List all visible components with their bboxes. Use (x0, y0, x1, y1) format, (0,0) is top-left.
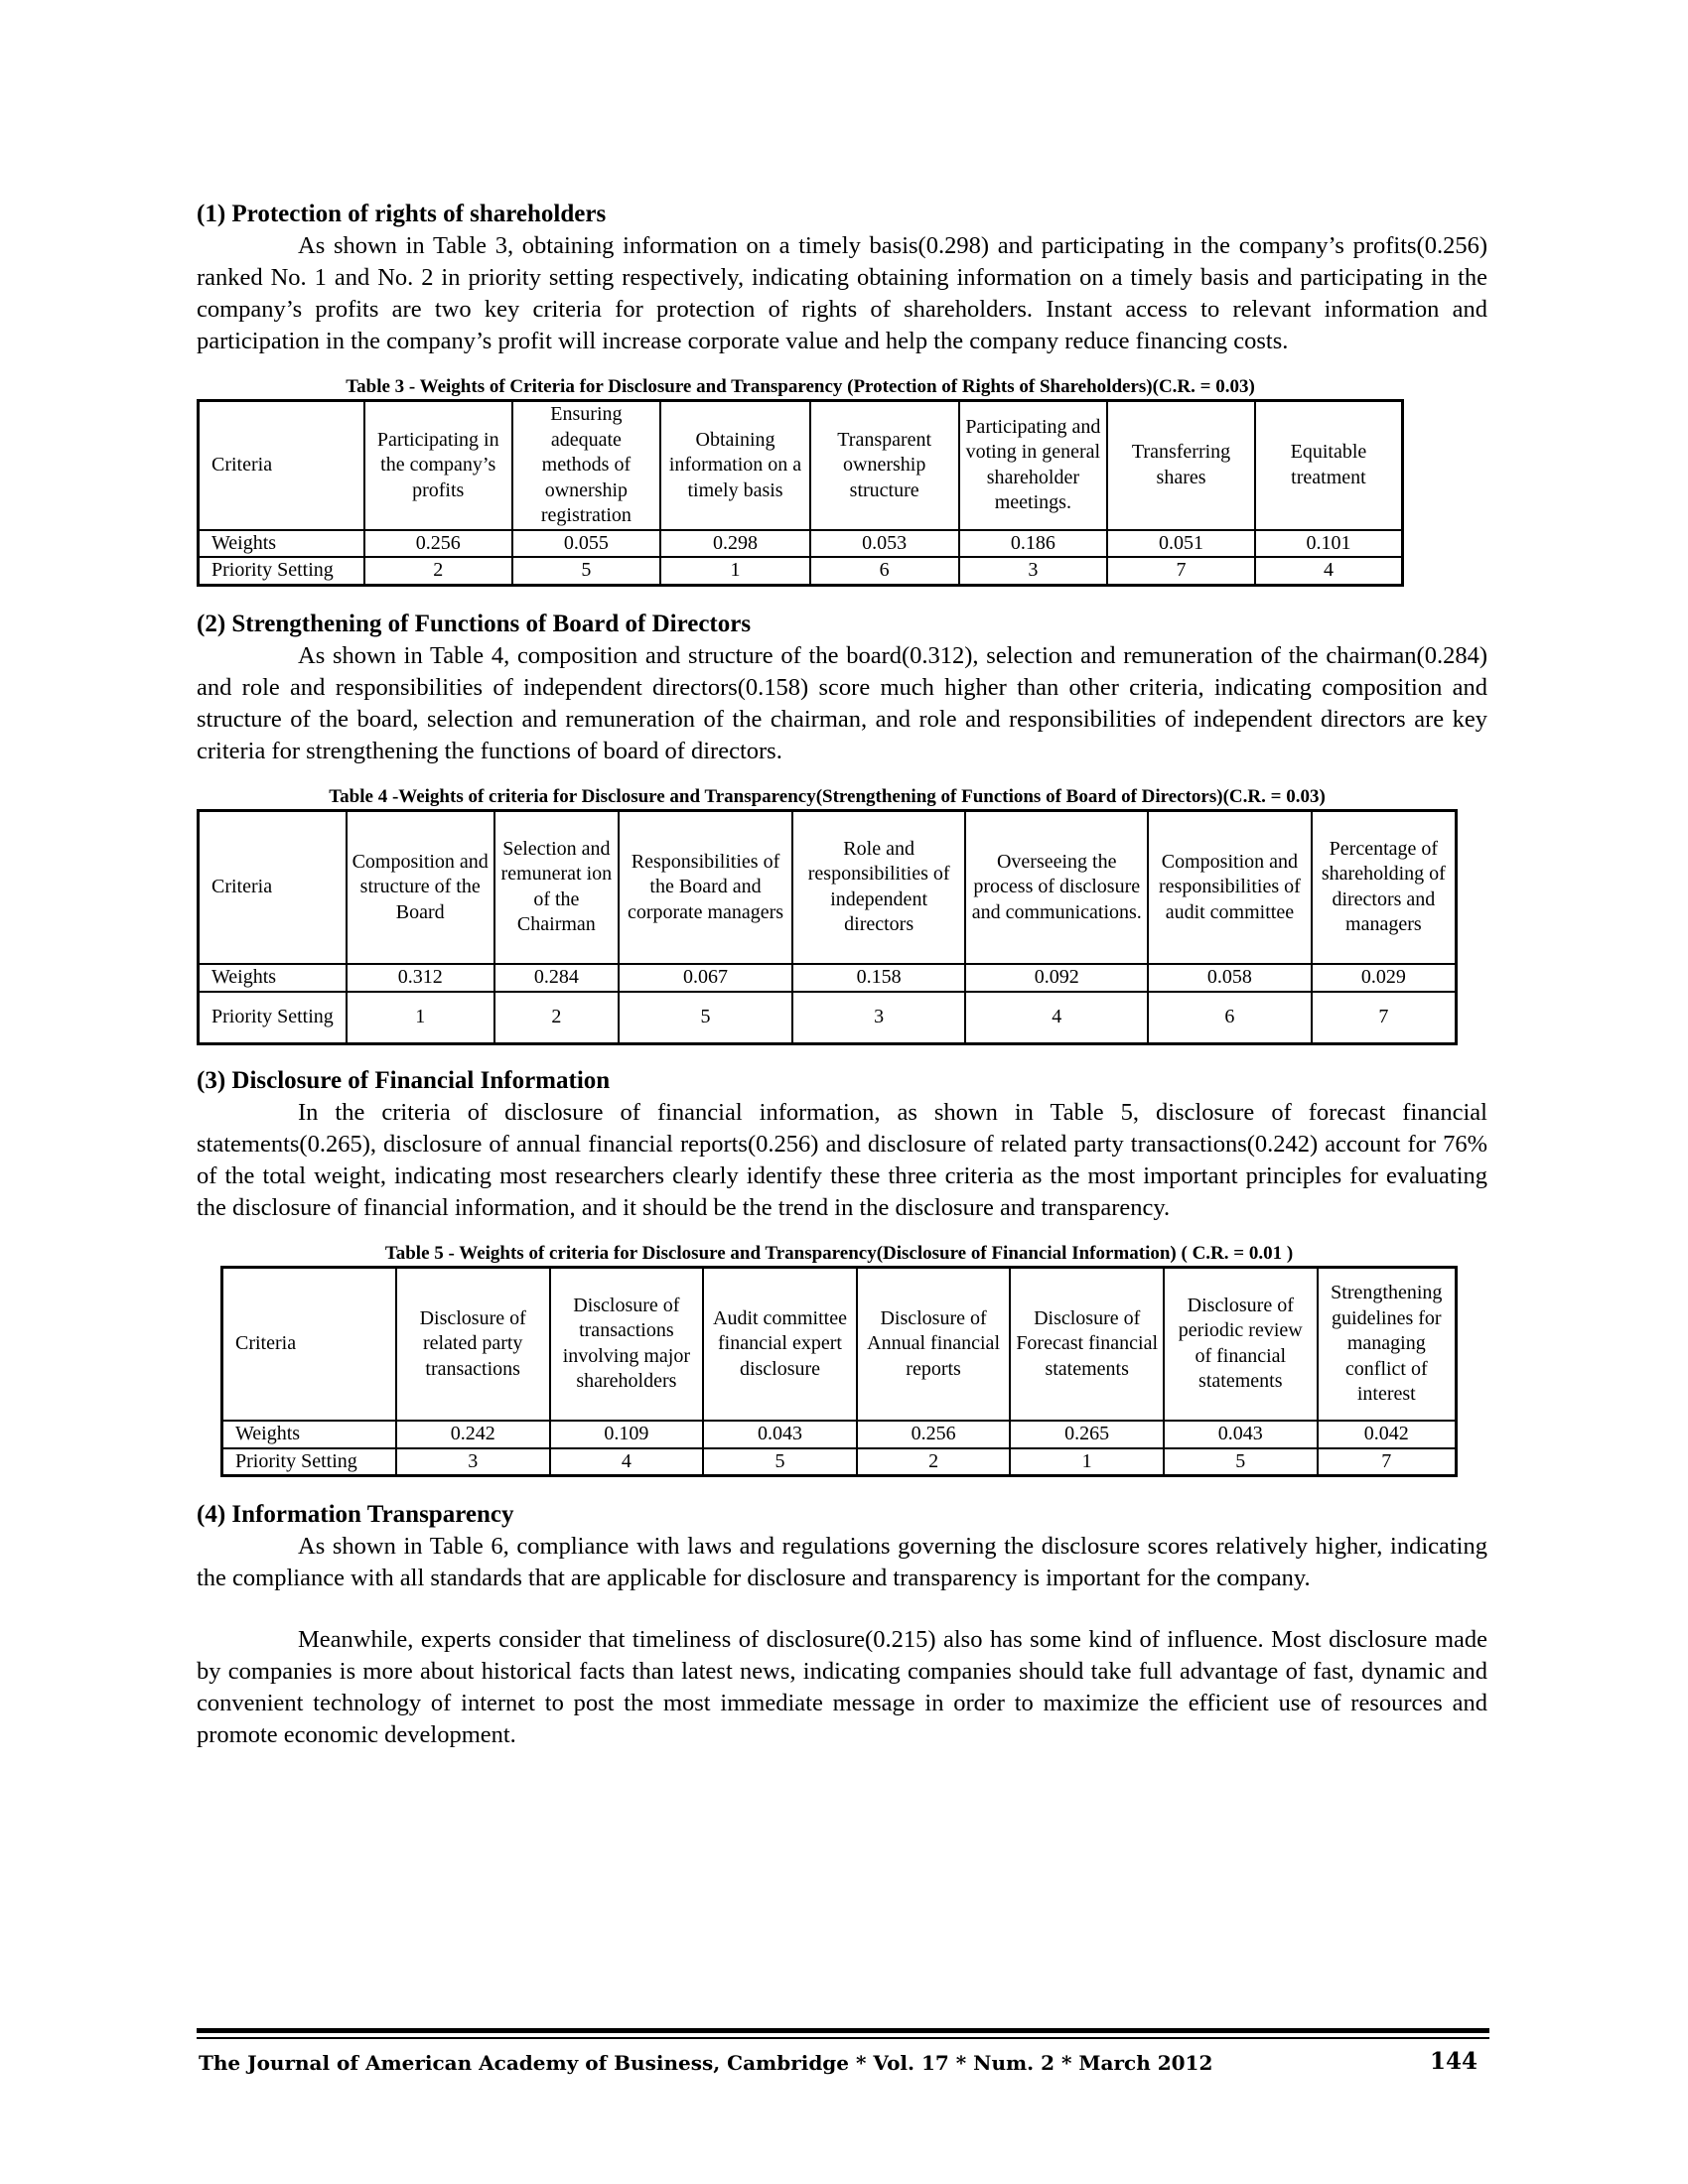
table-4-weights-label: Weights (199, 964, 347, 992)
table-3-weight-cell: 0.256 (364, 530, 512, 558)
table-5-weight-cell: 0.242 (396, 1421, 550, 1448)
table-4-weight-cell: 0.312 (347, 964, 494, 992)
table-5-weights-row (222, 1421, 1457, 1448)
table-3-priority-cell: 6 (810, 557, 959, 585)
table-4-criteria-label: Criteria (199, 810, 347, 964)
table-4-priority-cell: 4 (965, 992, 1148, 1043)
table-4 (197, 809, 1458, 1045)
table-4-priority-cell: 6 (1148, 992, 1312, 1043)
table-3-weights-label: Weights (199, 530, 364, 558)
table-5-block (220, 1242, 1458, 1478)
table-3-priority-cell: 1 (660, 557, 810, 585)
table-5-header-row (222, 1267, 1457, 1421)
table-3-priority-cell: 4 (1255, 557, 1403, 585)
section-3-title: (3) Disclosure of Financial Information (197, 1066, 611, 1094)
table-4-weight-cell: 0.029 (1312, 964, 1457, 992)
table-5-header-cell: Audit committee financial expert disclosure (703, 1267, 857, 1421)
table-4-weight-cell: 0.067 (619, 964, 792, 992)
table-3-header-cell: Transferring shares (1107, 401, 1255, 530)
table-4-weights-row (199, 964, 1457, 992)
table-4-header-cell: Responsibilities of the Board and corporate managers (619, 810, 792, 964)
table-5-weight-cell: 0.043 (703, 1421, 857, 1448)
section-1-title: (1) Protection of rights of shareholders (197, 201, 607, 227)
table-4-weight-cell: 0.058 (1148, 964, 1312, 992)
section-4-paragraph-2: Meanwhile, experts consider that timeliness of disclosure(0.215) also has some kind of influence. Most disclosure made by companies is more about historical facts than latest news, indicating companies should take full advantage of fast, dynamic and convenient technology of internet to post the most immediate message in order to maximize the efficient use of resources and promote economic development. (197, 1626, 1487, 1748)
table-5-criteria-label: Criteria (222, 1267, 396, 1421)
table-5-priority-cell: 4 (550, 1448, 704, 1476)
table-4-header-cell: Percentage of shareholding of directors and managers (1312, 810, 1457, 964)
footer-rule-thick (197, 2028, 1489, 2033)
table-4-priority-cell: 5 (619, 992, 792, 1043)
table-4-priority-cell: 1 (347, 992, 494, 1043)
table-5-weight-cell: 0.265 (1010, 1421, 1164, 1448)
page-number: 144 (1430, 2048, 1478, 2075)
table-3-weight-cell: 0.186 (959, 530, 1108, 558)
table-3-priority-cell: 3 (959, 557, 1108, 585)
table-3-block (197, 375, 1404, 587)
section-2-title: (2) Strengthening of Functions of Board of Directors (197, 610, 752, 637)
table-5-weight-cell: 0.042 (1318, 1421, 1457, 1448)
table-4-header-cell: Overseeing the process of disclosure and communications. (965, 810, 1148, 964)
section-2-paragraph: As shown in Table 4, composition and structure of the board(0.312), selection and remuneration of the chairman(0.284) and role and responsibilities of independent directors(0.158) score much higher than other criteria, indicating composition and structure of the board, selection and remuneration of the chairman, and role and responsibilities of independent directors are key criteria for strengthening the functions of board of directors. (197, 641, 1487, 764)
table-5-header-cell: Disclosure of transactions involving major shareholders (550, 1267, 704, 1421)
table-3-header-cell: Equitable treatment (1255, 401, 1403, 530)
table-3-priority-row (199, 557, 1403, 585)
table-5-priority-label: Priority Setting (222, 1448, 396, 1476)
table-3-caption: Table 3 - Weights of Criteria for Disclosure and Transparency (Protection of Rights of Shareholders)(C.R. = 0.03) (346, 376, 1255, 397)
table-5-priority-cell: 2 (857, 1448, 1011, 1476)
section-4-title: (4) Information Transparency (197, 1501, 514, 1528)
table-5-priority-row (222, 1448, 1457, 1476)
table-5-header-cell: Disclosure of periodic review of financial statements (1164, 1267, 1318, 1421)
table-5-header-cell: Strengthening guidelines for managing conflict of interest (1318, 1267, 1457, 1421)
table-4-block (197, 785, 1458, 1045)
table-3-priority-label: Priority Setting (199, 557, 364, 585)
table-5-weight-cell: 0.109 (550, 1421, 704, 1448)
table-3-priority-cell: 5 (512, 557, 661, 585)
table-3-priority-cell: 7 (1107, 557, 1255, 585)
table-5-priority-cell: 7 (1318, 1448, 1457, 1476)
table-3-header-cell: Ensuring adequate methods of ownership registration (512, 401, 661, 530)
table-3-header-cell: Participating and voting in general shareholder meetings. (959, 401, 1108, 530)
table-3-header-cell: Participating in the company’s profits (364, 401, 512, 530)
section-3-paragraph: In the criteria of disclosure of financial information, as shown in Table 5, disclosure of forecast financial statements(0.265), disclosure of annual financial reports(0.256) and disclosure of related party transactions(0.242) account for 76% of the total weight, indicating most researchers clearly identify these three criteria as the most important principles for evaluating the disclosure of financial information, and it should be the trend in the disclosure and transparency. (197, 1098, 1487, 1221)
table-4-weight-cell: 0.158 (792, 964, 966, 992)
footer-journal-citation: The Journal of American Academy of Business, Cambridge * Vol. 17 * Num. 2 * March 2012 (199, 2051, 1213, 2075)
table-3-header-row (199, 401, 1403, 530)
table-3 (197, 399, 1404, 587)
table-3-header-cell: Transparent ownership structure (810, 401, 959, 530)
table-4-priority-cell: 3 (792, 992, 966, 1043)
table-3-weights-row (199, 530, 1403, 558)
table-4-caption: Table 4 -Weights of criteria for Disclosure and Transparency(Strengthening of Functions of Board of Directors)(C.R. = 0.03) (329, 785, 1326, 807)
table-4-weight-cell: 0.284 (494, 964, 620, 992)
table-5-caption: Table 5 - Weights of criteria for Disclosure and Transparency(Disclosure of Financial Information) ( C.R. = 0.01 ) (384, 1242, 1294, 1264)
table-5-header-cell: Disclosure of Annual financial reports (857, 1267, 1011, 1421)
table-4-priority-cell: 2 (494, 992, 620, 1043)
table-5-priority-cell: 1 (1010, 1448, 1164, 1476)
table-5-header-cell: Disclosure of related party transactions (396, 1267, 550, 1421)
table-4-header-cell: Composition and structure of the Board (347, 810, 494, 964)
table-4-header-cell: Role and responsibilities of independent directors (792, 810, 966, 964)
table-4-priority-cell: 7 (1312, 992, 1457, 1043)
table-5 (220, 1266, 1458, 1478)
table-3-priority-cell: 2 (364, 557, 512, 585)
footer-rule-thin (197, 2037, 1489, 2039)
table-3-weight-cell: 0.051 (1107, 530, 1255, 558)
section-4-paragraph-1: As shown in Table 6, compliance with laws and regulations governing the disclosure scores relatively higher, indicating the compliance with all standards that are applicable for disclosure and transparency is important for the company. (197, 1533, 1487, 1591)
table-3-weight-cell: 0.053 (810, 530, 959, 558)
table-3-criteria-label: Criteria (199, 401, 364, 530)
table-5-header-cell: Disclosure of Forecast financial statements (1010, 1267, 1164, 1421)
table-3-weight-cell: 0.298 (660, 530, 810, 558)
table-4-header-row (199, 810, 1457, 964)
table-3-header-cell: Obtaining information on a timely basis (660, 401, 810, 530)
table-4-priority-row (199, 992, 1457, 1043)
table-4-header-cell: Composition and responsibilities of audit committee (1148, 810, 1312, 964)
table-4-header-cell: Selection and remunerat ion of the Chairman (494, 810, 620, 964)
page-content (197, 199, 1487, 1751)
table-5-priority-cell: 3 (396, 1448, 550, 1476)
table-5-priority-cell: 5 (703, 1448, 857, 1476)
table-4-priority-label: Priority Setting (199, 992, 347, 1043)
table-5-priority-cell: 5 (1164, 1448, 1318, 1476)
table-3-weight-cell: 0.101 (1255, 530, 1403, 558)
table-3-weight-cell: 0.055 (512, 530, 661, 558)
table-5-weights-label: Weights (222, 1421, 396, 1448)
table-5-weight-cell: 0.043 (1164, 1421, 1318, 1448)
table-5-weight-cell: 0.256 (857, 1421, 1011, 1448)
table-4-weight-cell: 0.092 (965, 964, 1148, 992)
section-1-paragraph: As shown in Table 3, obtaining information on a timely basis(0.298) and participating in the company’s profits(0.256) ranked No. 1 and No. 2 in priority setting respectively, indicating obtaining information on a timely basis and participating in the company’s profits are two key criteria for protection of rights of shareholders. Instant access to relevant information and participation in the company’s profit will increase corporate value and help the company reduce financing costs. (197, 232, 1487, 354)
